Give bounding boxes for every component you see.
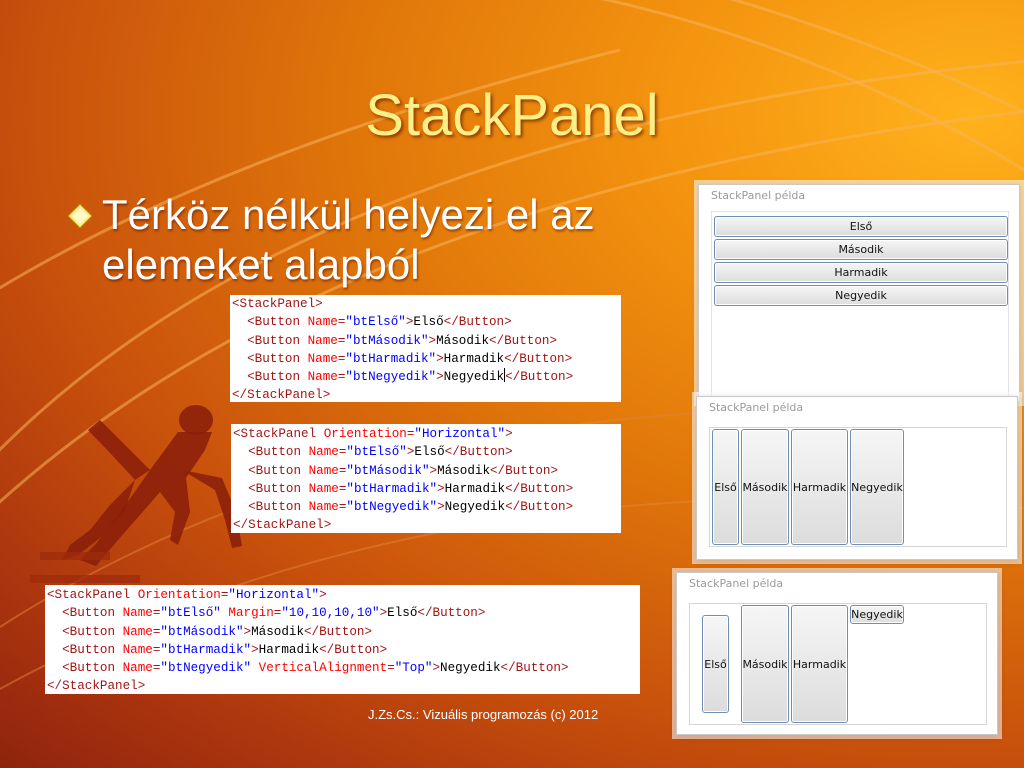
code-token-text — [233, 445, 248, 459]
code-token-val: "btNegyedik" — [345, 370, 437, 385]
code-line — [233, 480, 619, 498]
code-token-text: Második — [436, 333, 489, 348]
button-elso[interactable]: Első — [702, 615, 729, 713]
code-snippet-vertical — [230, 295, 621, 402]
code-token-val: "btMásodik" — [160, 624, 244, 639]
code-token-tag: = — [406, 427, 415, 441]
code-token-attr: Name — [308, 500, 339, 515]
code-token-val: "btMásodik" — [345, 333, 429, 348]
code-token-text — [233, 464, 248, 478]
code-token-text: Második — [437, 463, 490, 478]
code-token-tag: <Button — [248, 500, 309, 515]
code-line — [232, 368, 619, 386]
code-line — [233, 425, 619, 443]
code-token-text — [232, 315, 247, 329]
code-token-attr: Name — [308, 463, 339, 478]
code-token-tag: = — [152, 606, 161, 621]
code-token-text: Negyedik — [443, 370, 505, 385]
code-token-tag: = — [273, 606, 282, 621]
code-token-tag: </Button> — [443, 315, 512, 330]
code-line — [233, 462, 619, 480]
button-harmadik[interactable]: Harmadik — [714, 262, 1008, 283]
window-title: StackPanel példa — [689, 577, 784, 590]
code-line — [233, 498, 619, 516]
code-token-text — [232, 334, 247, 348]
code-token-attr: Name — [122, 606, 153, 621]
code-token-tag: > — [436, 351, 444, 366]
code-token-val: "10,10,10,10" — [281, 606, 380, 621]
code-token-text — [233, 500, 248, 514]
code-token-attr: Name — [122, 624, 153, 639]
code-line — [232, 313, 619, 331]
code-token-tag: > — [406, 445, 415, 460]
code-token-tag: > — [319, 588, 327, 602]
code-token-tag: > — [251, 642, 259, 657]
code-token-tag: = — [387, 661, 395, 676]
code-token-tag: </Button> — [417, 606, 486, 621]
code-token-tag: </Button> — [505, 481, 574, 496]
code-token-text — [47, 625, 62, 639]
code-line — [232, 295, 619, 313]
code-token-text: Negyedik — [440, 661, 501, 676]
code-token-attr: Orientation — [137, 588, 221, 602]
window-horizontal-stackpanel — [696, 396, 1018, 560]
code-token-tag: <StackPanel — [47, 588, 138, 602]
code-token-attr: Name — [307, 333, 338, 348]
code-line — [47, 659, 638, 677]
button-negyedik[interactable]: Negyedik — [850, 605, 904, 624]
code-token-tag: </Button> — [444, 445, 513, 460]
code-token-val: "btMásodik" — [346, 463, 430, 478]
code-token-tag: </Button> — [504, 351, 573, 366]
code-line — [47, 677, 638, 695]
code-line — [232, 350, 619, 368]
code-token-text: Harmadik — [443, 351, 505, 366]
code-token-tag: </Button> — [505, 370, 574, 385]
button-negyedik[interactable]: Negyedik — [714, 285, 1008, 306]
code-token-tag: = — [152, 661, 161, 676]
code-token-tag: > — [428, 333, 437, 348]
code-token-attr: Name — [308, 445, 339, 460]
code-token-text — [232, 370, 247, 384]
code-token-tag: </Button> — [490, 463, 559, 478]
code-token-text: Negyedik — [444, 500, 506, 515]
button-masodik[interactable]: Második — [741, 429, 789, 545]
code-token-tag: = — [152, 624, 161, 639]
code-snippet-horizontal — [231, 424, 621, 533]
diamond-bullet-icon — [66, 202, 94, 230]
window-horizontal-margin-stackpanel — [676, 572, 998, 735]
code-line — [232, 386, 619, 404]
code-line — [47, 623, 638, 641]
code-token-tag: = — [220, 588, 229, 602]
button-harmadik[interactable]: Harmadik — [791, 605, 848, 723]
code-line — [47, 586, 638, 604]
button-masodik[interactable]: Második — [714, 239, 1008, 260]
code-token-tag: > — [437, 481, 445, 496]
code-token-val: "btElső" — [345, 315, 406, 330]
code-snippet-horizontal-margin — [45, 585, 640, 694]
code-token-text — [47, 606, 62, 620]
code-token-val: "btNegyedik" — [160, 661, 259, 676]
code-token-tag: <Button — [247, 370, 308, 385]
code-token-attr: VerticalAlignment — [258, 661, 388, 676]
code-token-tag: </Button> — [505, 500, 574, 515]
code-token-tag: <Button — [62, 661, 123, 676]
code-token-attr: Margin — [228, 606, 274, 621]
code-token-tag: = — [152, 642, 161, 657]
footer-text: J.Zs.Cs.: Vizuális programozás (c) 2012 — [368, 707, 599, 722]
code-token-tag: = — [337, 370, 346, 385]
code-token-tag: > — [437, 500, 445, 515]
code-token-text — [47, 661, 62, 675]
code-token-tag: = — [338, 463, 347, 478]
code-token-tag: > — [429, 463, 438, 478]
code-token-tag: <Button — [62, 606, 123, 621]
code-line — [232, 332, 619, 350]
code-token-tag: </StackPanel> — [47, 679, 146, 694]
button-harmadik[interactable]: Harmadik — [791, 429, 848, 545]
code-token-text: Harmadik — [444, 481, 506, 496]
code-token-tag: <Button — [247, 315, 308, 330]
code-token-val: "btHarmadik" — [346, 481, 438, 496]
code-token-tag: = — [338, 500, 347, 515]
code-token-attr: Name — [122, 661, 153, 676]
code-token-tag: </StackPanel> — [232, 388, 331, 403]
code-token-text: Első — [414, 445, 445, 460]
code-token-val: "btHarmadik" — [160, 642, 252, 657]
code-token-tag: <Button — [247, 351, 308, 366]
code-token-tag: <Button — [247, 333, 308, 348]
code-token-val: "Top" — [394, 661, 433, 676]
window-title: StackPanel példa — [711, 189, 806, 202]
code-token-val: "Horizontal" — [228, 588, 320, 602]
code-token-text — [233, 482, 248, 496]
code-token-attr: Name — [122, 642, 153, 657]
code-token-tag: > — [243, 624, 252, 639]
code-token-tag: </Button> — [319, 642, 388, 657]
code-token-tag: <StackPanel — [233, 427, 324, 441]
window-title: StackPanel példa — [709, 401, 804, 414]
window-vertical-stackpanel — [698, 184, 1020, 402]
code-token-attr: Orientation — [323, 427, 407, 441]
stackpanel-area — [709, 427, 1007, 547]
code-token-tag: <Button — [62, 624, 123, 639]
code-line — [47, 641, 638, 659]
code-token-attr: Name — [307, 370, 338, 385]
code-token-tag: </Button> — [304, 624, 373, 639]
slide-title: StackPanel — [365, 83, 659, 148]
code-token-text: Második — [251, 624, 304, 639]
code-token-tag: <Button — [62, 642, 123, 657]
code-token-tag: </StackPanel> — [233, 518, 332, 533]
code-token-tag: = — [337, 333, 346, 348]
button-elso[interactable]: Első — [714, 216, 1008, 237]
code-line — [233, 443, 619, 461]
code-token-tag: > — [379, 606, 388, 621]
code-token-tag: = — [338, 445, 347, 460]
code-token-val: "Horizontal" — [414, 427, 506, 441]
code-token-tag: > — [432, 661, 441, 676]
code-token-tag: </Button> — [500, 661, 569, 676]
code-line — [47, 604, 638, 622]
code-token-text: Első — [387, 606, 418, 621]
code-token-tag: <StackPanel> — [232, 297, 323, 311]
code-token-tag: <Button — [248, 463, 309, 478]
code-token-tag: > — [436, 370, 444, 385]
button-elso[interactable]: Első — [712, 429, 739, 545]
code-token-tag: </Button> — [489, 333, 558, 348]
code-token-val: "btElső" — [160, 606, 229, 621]
code-token-attr: Name — [307, 351, 338, 366]
code-token-attr: Name — [308, 481, 339, 496]
code-token-val: "btHarmadik" — [345, 351, 437, 366]
stackpanel-area — [689, 603, 987, 725]
button-masodik[interactable]: Második — [741, 605, 789, 723]
code-token-val: "btNegyedik" — [346, 500, 438, 515]
code-token-text — [232, 352, 247, 366]
code-token-val: "btElső" — [346, 445, 407, 460]
code-token-attr: Name — [307, 315, 338, 330]
code-token-tag: > — [405, 315, 414, 330]
code-token-tag: = — [337, 351, 346, 366]
code-token-text: Harmadik — [258, 642, 320, 657]
code-token-text: Első — [413, 315, 444, 330]
code-token-tag: <Button — [248, 445, 309, 460]
code-token-tag: = — [337, 315, 346, 330]
code-token-tag: <Button — [248, 481, 309, 496]
stackpanel-area — [711, 211, 1009, 399]
bullet-text: Térköz nélkül helyezi el az elemeket alapból — [102, 191, 595, 288]
button-negyedik[interactable]: Negyedik — [850, 429, 904, 545]
code-token-text — [47, 643, 62, 657]
code-token-tag: > — [505, 427, 513, 441]
code-token-tag: = — [338, 481, 347, 496]
code-line — [233, 516, 619, 534]
